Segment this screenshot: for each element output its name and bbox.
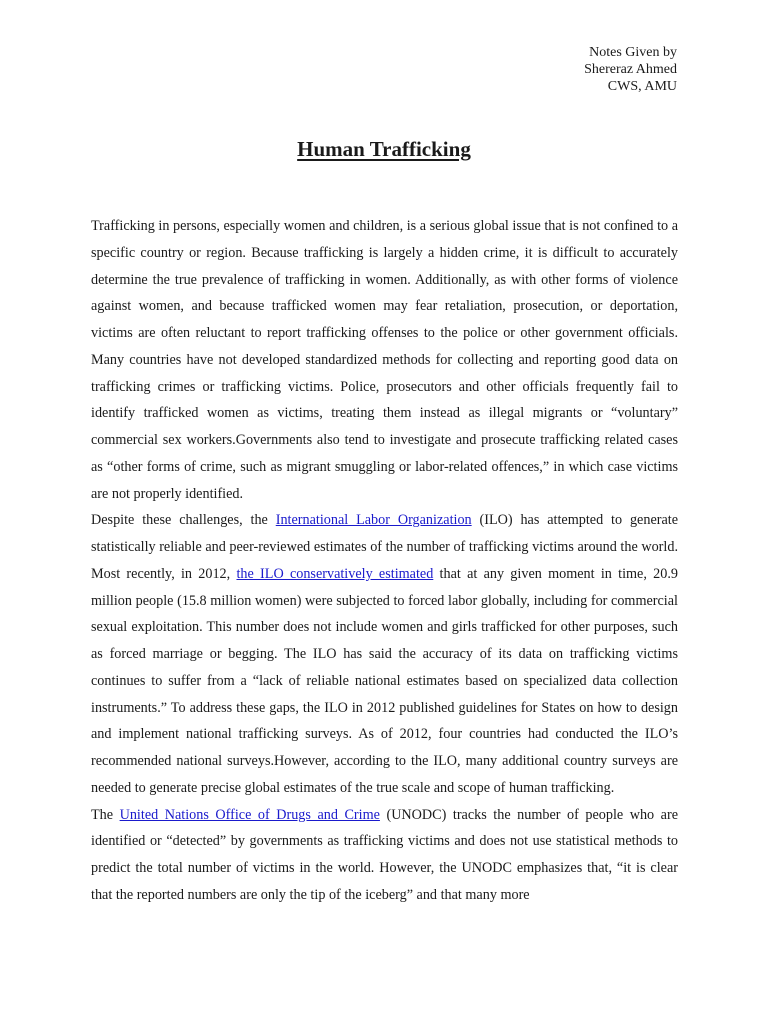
author-note-line-3: CWS, AMU [607,79,677,94]
document-body [91,213,678,909]
author-note-line-1: Notes Given by [589,45,677,60]
paragraph-2-text-1: Despite these challenges, the [91,512,276,529]
paragraph-1 [91,213,678,507]
paragraph-3-text-1: The [91,806,120,823]
author-note [584,44,677,95]
link-ilo-conservatively-estimated[interactable]: the ILO conservatively estimated [236,565,434,582]
paragraph-2-text-3: that at any given moment in time, 20.9 million people (15.8 million women) were subjected to forced labor globally, including for commercial sexual exploitation. This number does not include women and girls trafficked for other purposes, such as forced marriage or begging. The ILO has said the accuracy of its data on trafficking victims continues to suffer from a “lack of reliable national estimates based on specialized data collection instruments.” To address these gaps, the ILO in 2012 published guidelines for States on how to design and implement national trafficking surveys. As of 2012, four countries had conducted the ILO’s recommended national surveys.However, according to the ILO, many additional country surveys are needed to generate precise global estimates of the true scale and scope of human trafficking. [91,565,678,796]
paragraph-2-text-2: (ILO) has attempted to generate statistically reliable and peer-reviewed estimates of the number of trafficking victims around the world. Most recently, in 2012, [91,512,679,582]
paragraph-2 [91,507,678,801]
link-international-labor-organization[interactable]: International Labor Organization [275,512,472,529]
paragraph-1-text: Trafficking in persons, especially women and children, is a serious global issue that is not confined to a specific country or region. Because trafficking is largely a hidden crime, it is difficult to accurately determine the true prevalence of trafficking in women. Additionally, as with other forms of violence against women, and because trafficked women may fear retaliation, prosecution, or deportation, victims are often reluctant to report trafficking offenses to the police or other government officials. Many countries have not developed standardized methods for collecting and reporting good data on trafficking crimes or trafficking victims. Police, prosecutors and other officials frequently fail to identify trafficked women as victims, treating them instead as illegal migrants or “voluntary” commercial sex workers.Governments also tend to investigate and prosecute trafficking related cases as “other forms of crime, such as migrant smuggling or labor-related offences,” in which case victims are not properly identified. [91,218,678,502]
document-title: Human Trafficking [297,137,471,161]
link-unodc[interactable]: United Nations Office of Drugs and Crime [119,806,380,823]
author-note-line-2: Shereraz Ahmed [584,62,677,77]
paragraph-3-text-2: (UNODC) tracks the number of people who are identified or “detected” by governments as trafficking victims and does not use statistical methods to predict the total number of victims in the world. However, the UNODC emphasizes that, “it is clear that the reported numbers are only the tip of the iceberg” and that many more [91,806,678,903]
paragraph-3 [91,802,678,909]
